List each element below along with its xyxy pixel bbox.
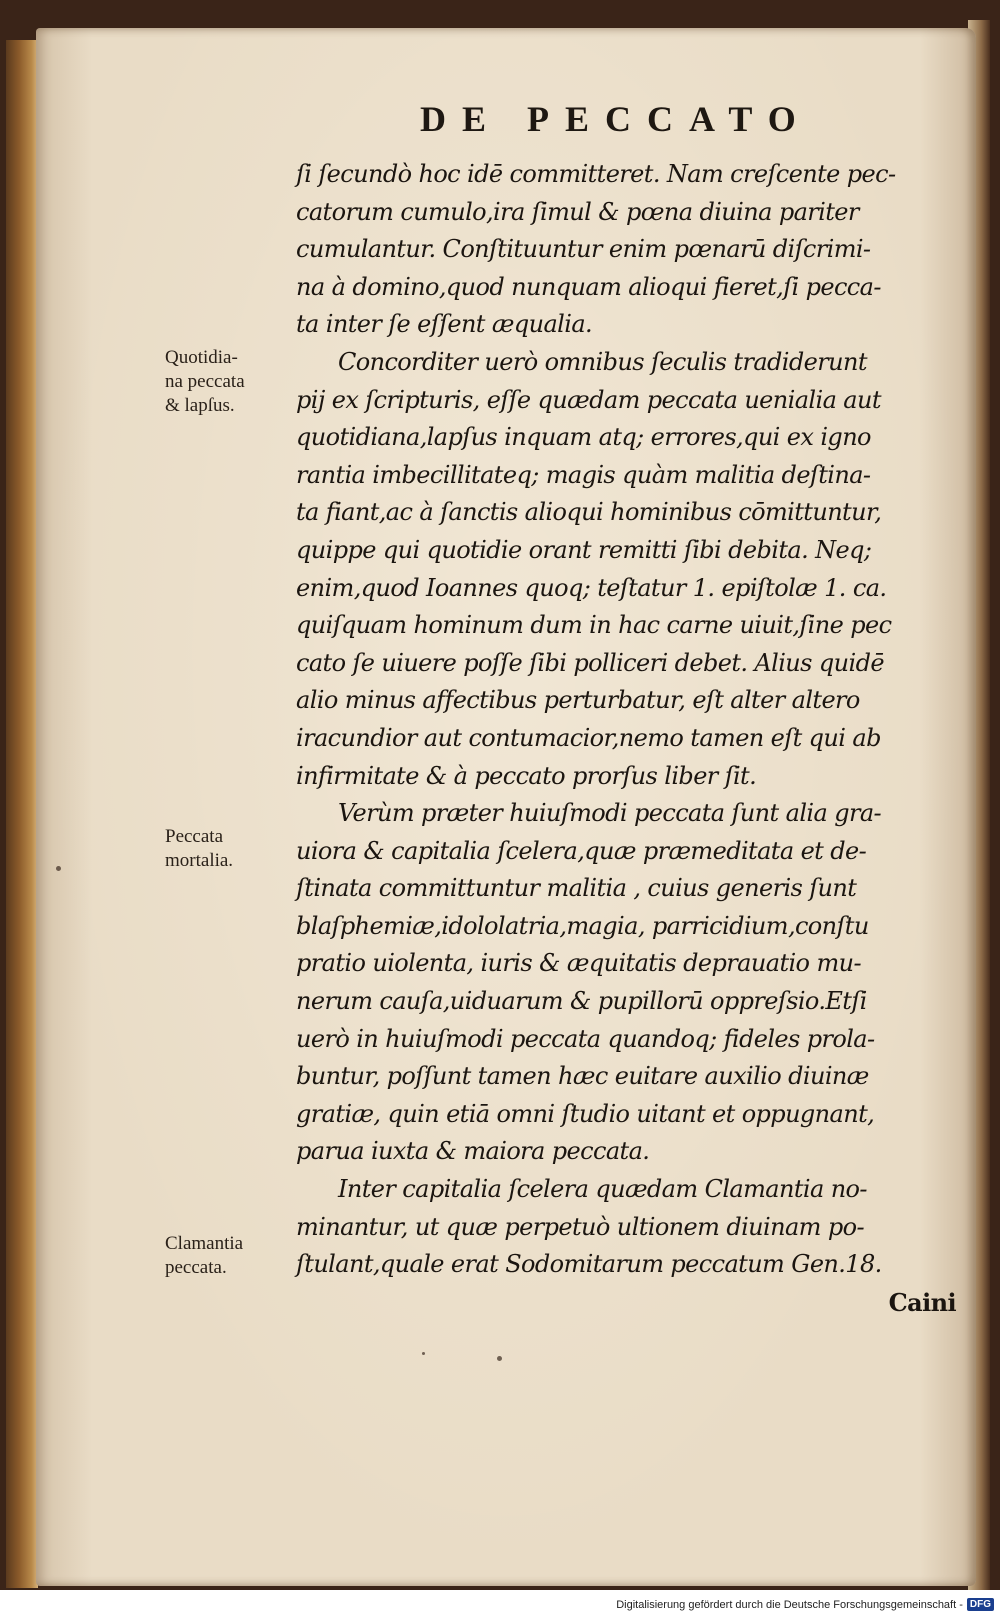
text-line: uerò in huiuſmodi peccata quandoq; fideles prola-	[296, 1024, 875, 1053]
ink-speck	[56, 866, 61, 871]
margin-note-clamantia	[165, 1232, 295, 1280]
text-line: rantia imbecillitateq; magis quàm malitia deſtina-	[296, 460, 871, 489]
ink-speck	[497, 1356, 502, 1361]
text-line: Concorditer uerò omnibus ſeculis tradiderunt	[338, 347, 867, 376]
text-line: cato ſe uiuere poſſe ſibi polliceri debet. Alius quidē	[296, 648, 884, 677]
margin-note-line: Quotidia-	[165, 347, 238, 368]
margin-note-line: & lapſus.	[165, 395, 235, 416]
text-line: ſi ſecundò hoc idē committeret. Nam creſcente pec-	[296, 160, 896, 188]
text-line: ta inter ſe eſſent æqualia.	[296, 310, 593, 339]
margin-note-line: na peccata	[165, 371, 245, 392]
text-line: pij ex ſcripturis, eſſe quædam peccata uenialia aut	[296, 385, 881, 414]
margin-note-line: mortalia.	[165, 850, 234, 871]
text-line: ſtulant,quale erat Sodomitarum peccatum Gen.18.	[296, 1250, 882, 1279]
text-line: blaſphemiæ,idololatria,magia, parricidium,conſtu	[296, 911, 869, 940]
margin-note-line: Clamantia	[165, 1233, 244, 1254]
book-spine	[6, 40, 38, 1588]
margin-note-line: peccata.	[165, 1257, 227, 1278]
text-line: alio minus affectibus perturbatur, eſt alter altero	[296, 686, 860, 715]
text-line: quotidiana,lapſus inquam atq; errores,qui ex igno	[296, 423, 871, 452]
text-line: ta fiant,ac à ſanctis alioqui hominibus cōmittuntur,	[296, 498, 882, 527]
text-line: quippe qui quotidie orant remitti ſibi debita. Neq;	[296, 535, 872, 564]
text-line: nerum cauſa,uiduarum & pupillorū oppreſsio.Etſi	[296, 987, 867, 1016]
margin-note-mortalia	[165, 825, 295, 873]
text-line: Inter capitalia ſcelera quædam Clamantia no-	[338, 1175, 867, 1204]
text-line: ſtinata committuntur malitia , cuius generis ſunt	[296, 874, 857, 903]
text-line: catorum cumulo,ira ſimul & pœna diuina pariter	[296, 197, 859, 226]
text-line: Verùm præter huiuſmodi peccata ſunt alia gra-	[338, 799, 882, 828]
catchword: Caini	[888, 1287, 956, 1317]
text-line: gratiæ, quin etiā omni ſtudio uitant et oppugnant,	[296, 1099, 875, 1128]
text-line: pratio uiolenta, iuris & æquitatis deprauatio mu-	[296, 949, 861, 978]
text-line: na à domino,quod nunquam alioqui fieret,ſi pecca-	[296, 272, 881, 301]
text-line: enim,quod Ioannes quoq; teſtatur 1. epiſtolæ 1. ca.	[296, 573, 887, 602]
text-line: infirmitate & à peccato prorſus liber ſit.	[296, 761, 757, 790]
footer-credit	[616, 1598, 994, 1611]
dfg-logo: DFG	[967, 1598, 994, 1611]
running-head: DE PECCATO	[420, 99, 812, 139]
margin-note-line: Peccata	[165, 826, 224, 847]
text-line: minantur, ut quæ perpetuò ultionem diuinam po-	[296, 1212, 864, 1241]
ink-speck	[422, 1352, 425, 1355]
text-line: cumulantur. Conſtituuntur enim pœnarū diſcrimi-	[296, 235, 871, 264]
body-text	[296, 156, 956, 1321]
text-line: quiſquam hominum dum in hac carne uiuit,ſine pec	[296, 611, 892, 640]
margin-note-quotidiana	[165, 346, 295, 418]
text-line: buntur, poſſunt tamen hæc euitare auxilio diuinæ	[296, 1062, 869, 1091]
text-line: parua iuxta & maiora peccata.	[296, 1137, 650, 1166]
footer-text: Digitalisierung gefördert durch die Deutsche Forschungsgemeinschaft -	[616, 1598, 963, 1611]
text-line: iracundior aut contumacior,nemo tamen eſt qui ab	[296, 723, 881, 752]
text-line: uiora & capitalia ſcelera,quæ præmeditata et de-	[296, 836, 867, 865]
